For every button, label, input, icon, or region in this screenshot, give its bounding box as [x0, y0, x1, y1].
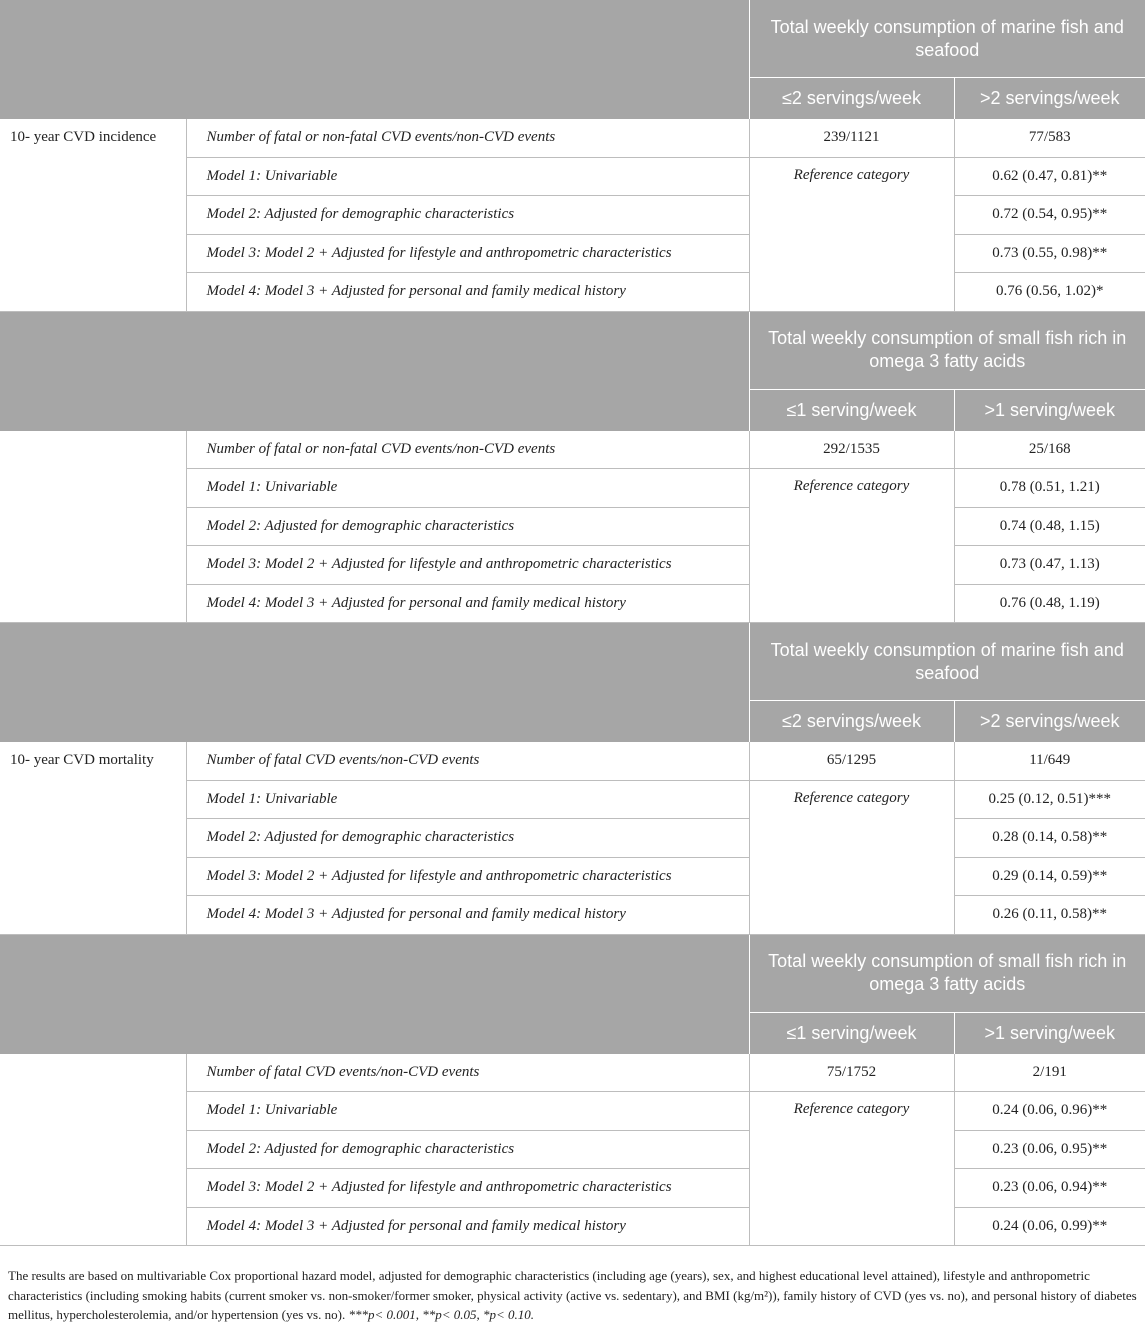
group-header-row: [0, 0, 1145, 78]
table-footnote: [8, 1266, 1138, 1325]
outcome-label: 10- year CVD mortality: [0, 742, 186, 934]
model-label: Model 3: Model 2 + Adjusted for lifestyle and anthropometric characteristics: [186, 857, 749, 896]
header-blank: [186, 78, 749, 120]
hazard-ratio-value: 0.26 (0.11, 0.58)**: [954, 896, 1145, 935]
header-blank: [186, 0, 749, 78]
events-label: Number of fatal CVD events/non-CVD events: [186, 1054, 749, 1092]
header-blank: [0, 78, 186, 120]
subheader-row: [0, 1012, 1145, 1054]
column-header-low: ≤2 servings/week: [749, 701, 954, 743]
hazard-ratio-value: 0.25 (0.12, 0.51)***: [954, 780, 1145, 819]
model-label: Model 2: Adjusted for demographic characteristics: [186, 1130, 749, 1169]
group-header-title: Total weekly consumption of marine fish and seafood: [749, 623, 1145, 701]
footnote-text: The results are based on multivariable Cox proportional hazard model, adjusted for demographic characteristics (including age (years), sex, and highest educational level attained), lifestyle and anthropometric characteristics (including smoking habits (current smoker vs. non-smoker/former smoker, physical activity (active vs. sedentary), and BMI (kg/m²)), family history of CVD (yes vs. no), and personal history of diabetes mellitus, hypercholesterolemia, and/or hypertension (yes vs. no).: [8, 1268, 1137, 1322]
group-header-title: Total weekly consumption of marine fish and seafood: [749, 0, 1145, 78]
column-header-low: ≤1 serving/week: [749, 389, 954, 431]
hazard-ratio-value: 0.23 (0.06, 0.94)**: [954, 1169, 1145, 1208]
model-label: Model 4: Model 3 + Adjusted for personal and family medical history: [186, 896, 749, 935]
header-blank: [186, 1012, 749, 1054]
header-blank: [0, 623, 186, 701]
header-blank: [0, 934, 186, 1012]
events-low: 65/1295: [749, 742, 954, 780]
hazard-ratio-value: 0.29 (0.14, 0.59)**: [954, 857, 1145, 896]
table-row: [0, 431, 1145, 469]
reference-category: Reference category: [749, 1092, 954, 1246]
hazard-ratio-value: 0.23 (0.06, 0.95)**: [954, 1130, 1145, 1169]
events-label: Number of fatal or non-fatal CVD events/non-CVD events: [186, 119, 749, 157]
events-low: 75/1752: [749, 1054, 954, 1092]
column-header-low: ≤2 servings/week: [749, 78, 954, 120]
hazard-ratio-value: 0.76 (0.56, 1.02)*: [954, 273, 1145, 312]
reference-category: Reference category: [749, 157, 954, 311]
model-label: Model 4: Model 3 + Adjusted for personal and family medical history: [186, 584, 749, 623]
events-low: 292/1535: [749, 431, 954, 469]
events-high: 11/649: [954, 742, 1145, 780]
model-label: Model 2: Adjusted for demographic characteristics: [186, 196, 749, 235]
header-blank: [186, 389, 749, 431]
hazard-ratio-value: 0.74 (0.48, 1.15): [954, 507, 1145, 546]
reference-category: Reference category: [749, 780, 954, 934]
outcome-label: [0, 431, 186, 623]
events-low: 239/1121: [749, 119, 954, 157]
events-high: 77/583: [954, 119, 1145, 157]
outcome-label: [0, 1054, 186, 1246]
table-row: [0, 119, 1145, 157]
header-blank: [0, 1012, 186, 1054]
header-blank: [0, 389, 186, 431]
events-high: 25/168: [954, 431, 1145, 469]
column-header-high: >1 serving/week: [954, 389, 1145, 431]
group-header-row: [0, 311, 1145, 389]
model-label: Model 1: Univariable: [186, 780, 749, 819]
model-label: Model 4: Model 3 + Adjusted for personal and family medical history: [186, 273, 749, 312]
hazard-ratio-value: 0.28 (0.14, 0.58)**: [954, 819, 1145, 858]
header-blank: [186, 311, 749, 389]
model-label: Model 3: Model 2 + Adjusted for lifestyle and anthropometric characteristics: [186, 1169, 749, 1208]
hazard-ratio-value: 0.24 (0.06, 0.96)**: [954, 1092, 1145, 1131]
events-high: 2/191: [954, 1054, 1145, 1092]
hazard-ratio-value: 0.72 (0.54, 0.95)**: [954, 196, 1145, 235]
group-header-row: [0, 934, 1145, 1012]
events-label: Number of fatal or non-fatal CVD events/non-CVD events: [186, 431, 749, 469]
model-label: Model 2: Adjusted for demographic characteristics: [186, 507, 749, 546]
header-blank: [186, 623, 749, 701]
table-row: [0, 742, 1145, 780]
column-header-high: >1 serving/week: [954, 1012, 1145, 1054]
model-label: Model 3: Model 2 + Adjusted for lifestyle and anthropometric characteristics: [186, 234, 749, 273]
model-label: Model 4: Model 3 + Adjusted for personal and family medical history: [186, 1207, 749, 1246]
column-header-high: >2 servings/week: [954, 701, 1145, 743]
subheader-row: [0, 78, 1145, 120]
model-label: Model 3: Model 2 + Adjusted for lifestyle and anthropometric characteristics: [186, 546, 749, 585]
hazard-ratio-value: 0.73 (0.55, 0.98)**: [954, 234, 1145, 273]
model-label: Model 2: Adjusted for demographic characteristics: [186, 819, 749, 858]
column-header-low: ≤1 serving/week: [749, 1012, 954, 1054]
header-blank: [0, 311, 186, 389]
reference-category: Reference category: [749, 469, 954, 623]
column-header-high: >2 servings/week: [954, 78, 1145, 120]
outcome-label: 10- year CVD incidence: [0, 119, 186, 311]
hazard-ratio-value: 0.73 (0.47, 1.13): [954, 546, 1145, 585]
model-label: Model 1: Univariable: [186, 1092, 749, 1131]
header-blank: [0, 701, 186, 743]
hazard-ratio-value: 0.24 (0.06, 0.99)**: [954, 1207, 1145, 1246]
table-row: [0, 1054, 1145, 1092]
events-label: Number of fatal CVD events/non-CVD events: [186, 742, 749, 780]
header-blank: [186, 934, 749, 1012]
subheader-row: [0, 389, 1145, 431]
group-header-title: Total weekly consumption of small fish rich in omega 3 fatty acids: [749, 934, 1145, 1012]
hazard-ratio-value: 0.76 (0.48, 1.19): [954, 584, 1145, 623]
model-label: Model 1: Univariable: [186, 469, 749, 508]
header-blank: [0, 0, 186, 78]
footnote-significance: ***p< 0.001, **p< 0.05, *p< 0.10.: [348, 1307, 535, 1322]
header-blank: [186, 701, 749, 743]
group-header-row: [0, 623, 1145, 701]
model-label: Model 1: Univariable: [186, 157, 749, 196]
hazard-ratio-value: 0.62 (0.47, 0.81)**: [954, 157, 1145, 196]
hazard-ratio-value: 0.78 (0.51, 1.21): [954, 469, 1145, 508]
group-header-title: Total weekly consumption of small fish rich in omega 3 fatty acids: [749, 311, 1145, 389]
subheader-row: [0, 701, 1145, 743]
